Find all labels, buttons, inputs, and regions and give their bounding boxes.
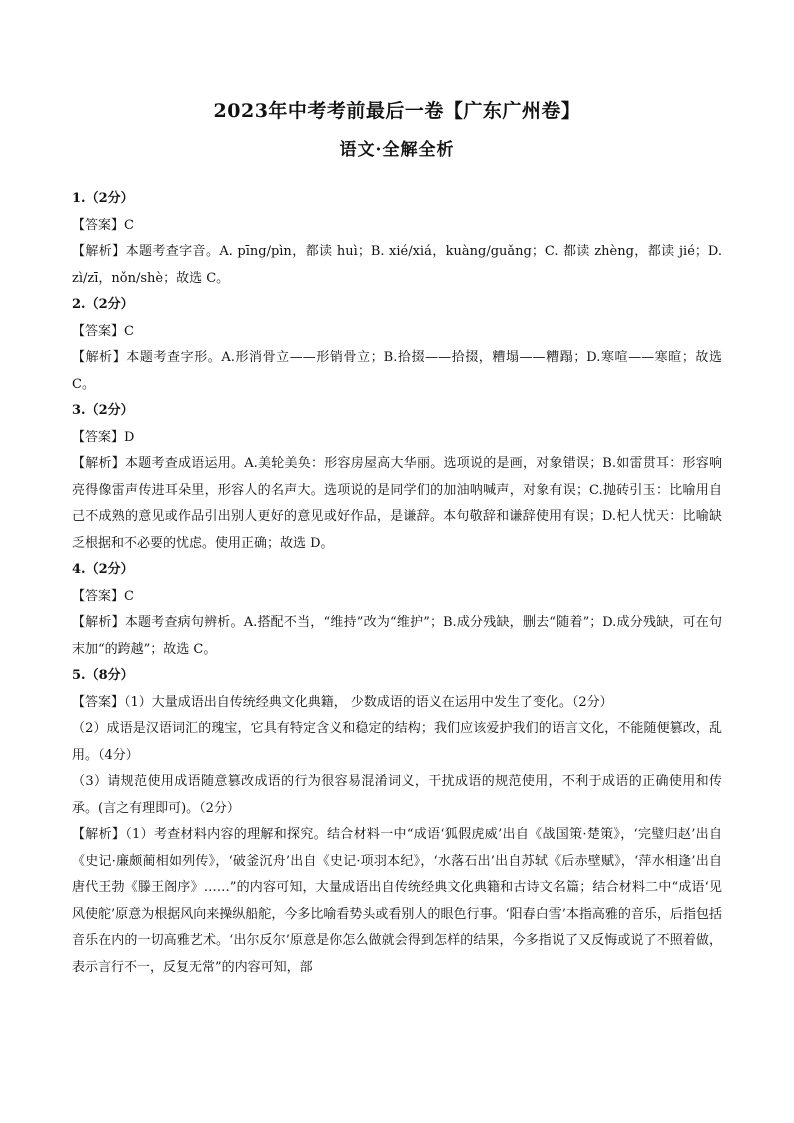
question-1 <box>72 186 722 292</box>
analysis-paragraph: 【解析】（1）考查材料内容的理解和探究。结合材料一中“成语‘狐假虎威’出自《战国策·楚策》，‘完璧归赵’出自《史记·廉颇蔺相如列传》，‘破釜沉舟’出自《史记·项羽本纪》，‘水落石出’出自苏轼《后赤壁赋》，‘萍水相逢’出自唐代王勃《滕王阁序》……”的内容可知，大量成语出自传统经典文化典籍和古诗文名篇；结合材料二中“成语‘见风使舵’原意为根据风向来操纵船舵，今多比喻看势头或看别人的眼色行事。‘阳春白雪’本指高雅的音乐，后指包括音乐在内的一切高雅艺术。‘出尔反尔’原意是你怎么做就会得到怎样的结果，今多指说了又反悔或说了不照着做，表示言行不一，反复无常”的内容可知，部 <box>72 827 722 975</box>
answer-line: 【答案】（1）大量成语出自传统经典文化典籍， 少数成语的语义在运用中发生了变化。（2分） <box>72 694 613 710</box>
answer-part-3: （3）请规范使用成语随意篡改成语的行为很容易混淆词义，干扰成语的规范使用，不利于成语的正确使用和传承。(言之有理即可)。（2分） <box>72 774 722 816</box>
answer-part-2: （2）成语是汉语词汇的瑰宝，它具有特定含义和稳定的结构；我们应该爱护我们的语言文化，不能随便篡改，乱用。（4分） <box>72 721 722 763</box>
question-number: 3.（2分） <box>72 403 134 418</box>
answer-line: 【答案】D <box>72 429 135 445</box>
page-subtitle: 语文·全解全析 <box>339 140 455 160</box>
question-2 <box>72 292 722 398</box>
analysis-paragraph: 【解析】本题考查病句辨析。A.搭配不当，“维持”改为“维护”；B.成分残缺，删去“随着”；D.成分残缺，可在句末加“的跨越”；故选 C。 <box>72 615 722 657</box>
answer-line: 【答案】C <box>72 588 134 604</box>
question-number: 2.（2分） <box>72 297 134 312</box>
question-number: 5.（8分） <box>72 668 134 683</box>
analysis-paragraph: 【解析】本题考查字形。A.形消骨立——形销骨立；B.拾掇——拾掇，糟塌——糟蹋；D.寒喧——寒暄；故选 C。 <box>72 350 722 392</box>
question-number: 1.（2分） <box>72 191 134 206</box>
question-3 <box>72 398 722 557</box>
question-5 <box>72 663 722 981</box>
page-title: 2023年中考考前最后一卷【广东广州卷】 <box>213 100 581 122</box>
document-body <box>72 186 722 981</box>
answer-line: 【答案】C <box>72 217 134 233</box>
analysis-paragraph: 【解析】本题考查成语运用。A.美轮美奂：形容房屋高大华丽。选项说的是画，对象错误；B.如雷贯耳：形容响亮得像雷声传进耳朵里，形容人的名声大。选项说的是同学们的加油呐喊声，对象有误；C.抛砖引玉：比喻用自己不成熟的意见或作品引出别人更好的意见或好作品，是谦辞。本句敬辞和谦辞使用有误；D.杞人忧天：比喻缺乏根据和不必要的忧虑。使用正确；故选 D。 <box>72 456 722 551</box>
question-4 <box>72 557 722 663</box>
answer-line: 【答案】C <box>72 323 134 339</box>
analysis-paragraph: 【解析】本题考查字音。A. pīng/pìn，都读 huì；B. xié/xiá，kuàng/guǎng；C. 都读 zhèng，都读 jié；D. zì/zī，nǒn/shè；故选 C。 <box>72 244 722 286</box>
question-number: 4.（2分） <box>72 562 134 577</box>
